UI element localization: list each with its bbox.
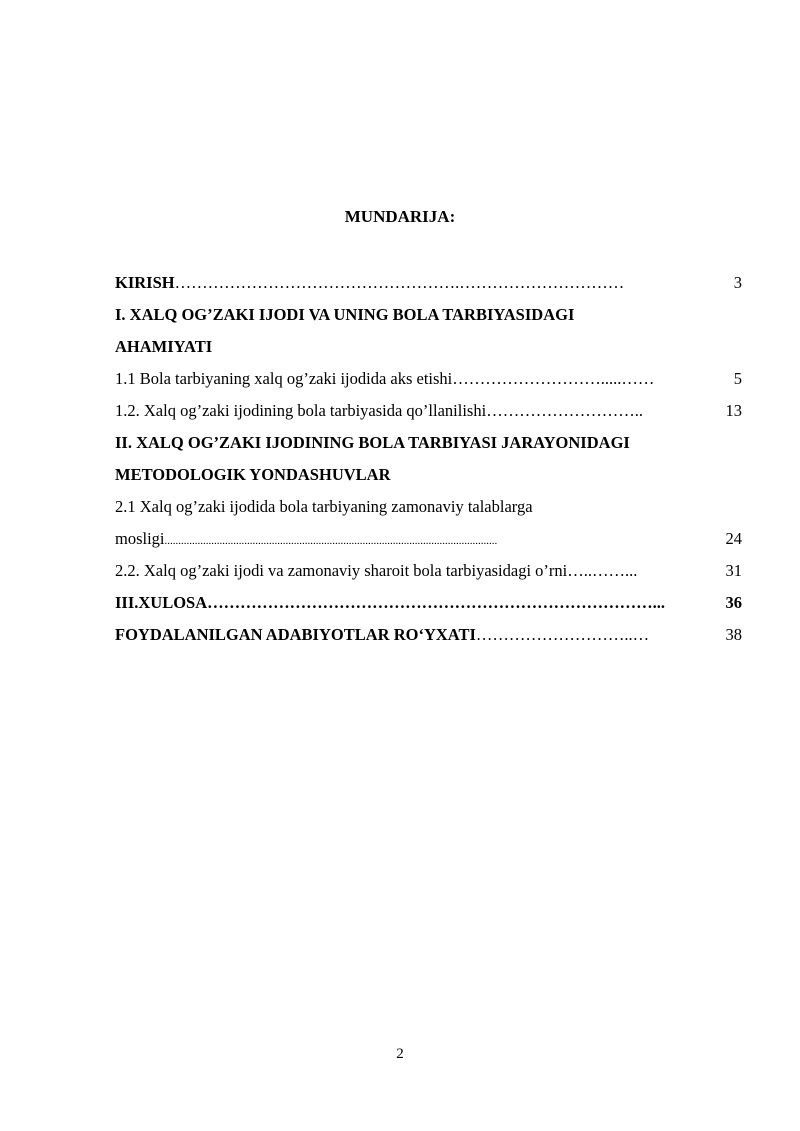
toc-entry-text: FOYDALANILGAN ADABIYOTLAR RO‘YXATI: [115, 625, 476, 644]
toc-entry-text: 1.2. Xalq og’zaki ijodining bola tarbiyasida qo’llanilishi: [115, 401, 487, 420]
page-number: 2: [396, 1046, 404, 1062]
toc-entry-page: 5: [732, 366, 742, 392]
toc-entry-chapter-2: [115, 430, 742, 462]
toc-entry-text: mosligi: [115, 529, 165, 548]
toc-entry-page: 36: [724, 590, 743, 616]
toc-entry-text: KIRISH: [115, 273, 175, 292]
toc-entry-chapter-2-cont: [115, 462, 742, 494]
toc-entry-text: I. XALQ OG’ZAKI IJODI VA UNING BOLA TARBIYASIDAGI: [115, 305, 575, 324]
toc-entry-text: AHAMIYATI: [115, 337, 213, 356]
toc-entry-leader: ………………………..: [486, 401, 643, 420]
toc-entry-1-1: [115, 366, 742, 398]
toc-entry-2-1: [115, 494, 742, 526]
toc-entry-text: III.XULOSA: [115, 593, 208, 612]
toc-entry-text: II. XALQ OG’ZAKI IJODINING BOLA TARBIYASI JARAYONIDAGI: [115, 433, 630, 452]
toc-entry-page: 3: [732, 270, 742, 296]
toc-entry-text: 1.1 Bola tarbiyaning xalq og’zaki ijodida aks etishi: [115, 369, 453, 388]
toc-entry-page: 24: [724, 526, 743, 552]
toc-entry-leader: .........................................................................................................................: [164, 535, 498, 547]
toc-entry-text: 2.1 Xalq og’zaki ijodida bola tarbiyaning zamonaviy talablarga: [115, 497, 533, 516]
toc-entry-leader: …………………………………………….…………………………: [174, 273, 625, 292]
toc-entry-page: 31: [724, 558, 743, 584]
toc-entry-text: 2.2. Xalq og’zaki ijodi va zamonaviy sharoit bola tarbiyasidagi o’rni: [115, 561, 568, 580]
table-of-contents: [115, 270, 742, 654]
toc-entry-page: 38: [724, 622, 743, 648]
toc-entry-2-1-cont: [115, 526, 742, 558]
toc-entry-page: 13: [724, 398, 743, 424]
toc-entry-leader: ……………………….....……: [452, 369, 655, 388]
toc-entry-leader: ………………………..…: [475, 625, 650, 644]
toc-entry-leader: …..……...: [567, 561, 638, 580]
toc-entry-1-2: [115, 398, 742, 430]
toc-entry-text: METODOLOGIK YONDASHUVLAR: [115, 465, 391, 484]
toc-entry-xulosa: [115, 590, 742, 622]
page-title: MUNDARIJA:: [344, 207, 456, 226]
toc-entry-2-2: [115, 558, 742, 590]
toc-entry-kirish: [115, 270, 742, 302]
toc-entry-references: [115, 622, 742, 654]
toc-entry-chapter-1: [115, 302, 742, 334]
toc-entry-chapter-1-cont: [115, 334, 742, 366]
toc-entry-leader: ………………………………………………………………………...: [207, 593, 666, 612]
